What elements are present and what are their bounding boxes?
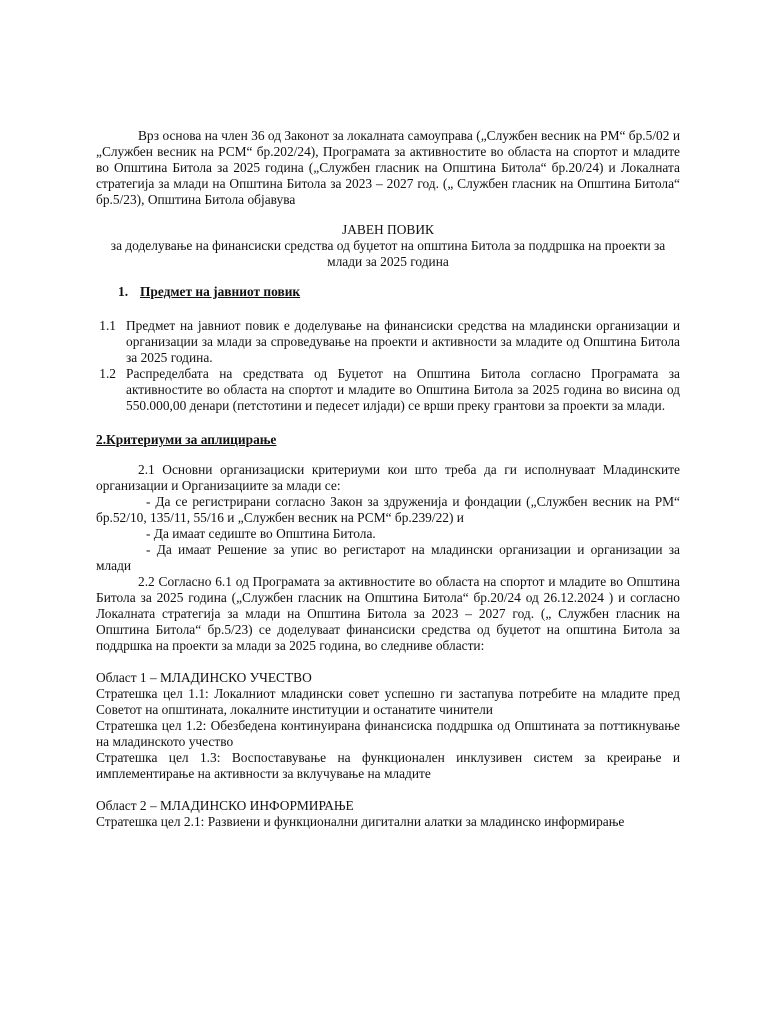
section1-heading-text: Предмет на јавниот повик — [140, 284, 301, 299]
criterion-2: - Да имаат седиште во Општина Битола. — [146, 526, 376, 541]
document-title: ЈАВЕН ПОВИК — [342, 222, 434, 237]
item-number: 1.1 — [99, 318, 116, 333]
section1-number: 1. — [118, 284, 129, 299]
section1-heading — [96, 284, 680, 300]
list-item — [96, 366, 680, 414]
area1-goal-3: Стратешка цел 1.3: Воспоставување на функционален инклузивен систем за креирање и имплементирање на активности за вклучување на младите — [96, 750, 680, 781]
area2-goal-1: Стратешка цел 2.1: Развиени и функционални дигитални алатки за младинско информирање — [96, 814, 625, 829]
list-item — [96, 318, 680, 366]
title-block — [96, 222, 680, 270]
item-text: Распределбата на средствата од Буџетот на Општина Битола согласно Програмата за активностите во областа на спортот и младите во Општина Битола за 2025 година во висина од 550.000,00 денари (петстотини и педесет илјади) се врши преку грантови за проекти за млади. — [126, 366, 680, 413]
section1-items — [96, 318, 680, 414]
criterion-3: - Да имаат Решение за упис во регистарот на младински организации и организации за млади — [96, 542, 680, 573]
section2-p21: 2.1 Основни организациски критериуми кои што треба да ги исполнуваат Младинските организации и Организациите за млади се: — [96, 462, 680, 493]
area1-goal-2: Стратешка цел 1.2: Обезбедена континуирана финансиска поддршка од Општината за поттикнување на младинското учество — [96, 718, 680, 749]
document-subtitle: за доделување на финансиски средства од буџетот на општина Битола за поддршка на проекти за млади за 2025 година — [110, 238, 666, 269]
item-text: Предмет на јавниот повик е доделување на финансиски средства на младински организации и организации за млади за спроведување на проекти и активности за младите од Општина Битола за 2025 година. — [126, 318, 680, 365]
section2 — [96, 432, 680, 654]
area2-title: Област 2 – МЛАДИНСКО ИНФОРМИРАЊЕ — [96, 798, 354, 813]
area1-goal-1: Стратешка цел 1.1: Локалниот младински совет успешно ги застапува потребите на младите пред Советот на општината, локалните институции и останатите чинители — [96, 686, 680, 717]
section2-p22: 2.2 Согласно 6.1 од Програмата за активностите во областа на спортот и младите во Општина Битола за 2025 година („Службен гласник на Општина Битола“ бр.20/24 од 26.12.2024 ) и согласно Локалната стратегија за млади на Општина Битола за 2023 – 2027 год. („ Службен гласник на Општина Битола“ бр.5/23) се доделуваат финансиски средства од буџетот на општина Битола за поддршка на проекти за млади за 2025 година, во следниве области: — [96, 574, 680, 653]
area2 — [96, 798, 680, 830]
criterion-1: - Да се регистрирани согласно Закон за здруженија и фондации („Службен весник на РМ“ бр.52/10, 135/11, 55/16 и „Службен весник на РСМ“ бр.239/22) и — [96, 494, 680, 525]
area1-title: Област 1 – МЛАДИНСКО УЧЕСТВО — [96, 670, 312, 685]
item-number: 1.2 — [99, 366, 116, 381]
intro-paragraph: Врз основа на член 36 од Законот за локалната самоуправа („Службен весник на РМ“ бр.5/02 и „Службен весник на РСМ“ бр.202/24), Програмата за активностите во областа на спортот и младите во Општина Битола за 2025 година („Службен гласник на Општина Битола“ бр.20/24) и Локалната стратегија за млади на Општина Битола за 2023 – 2027 год. („ Службен гласник на Општина Битола“ бр.5/23), Општина Битола објавува — [96, 128, 680, 207]
section2-heading: 2.Критериуми за аплицирање — [96, 432, 277, 447]
area1 — [96, 670, 680, 782]
